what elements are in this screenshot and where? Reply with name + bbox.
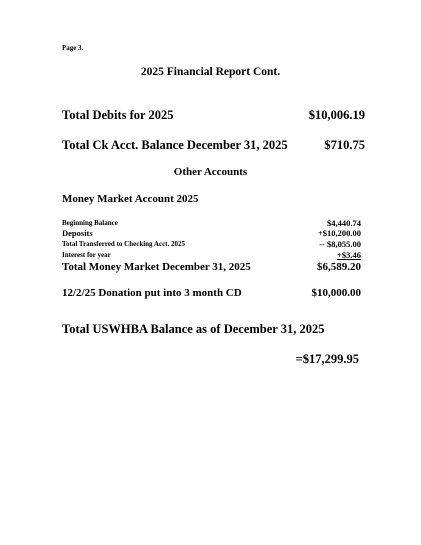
ck-balance-value: $710.75 — [324, 138, 365, 152]
uswhba-balance-value: =$17,299.95 — [295, 352, 359, 366]
page-title: 2025 Financial Report Cont. — [140, 66, 281, 78]
other-accounts-heading: Other Accounts — [173, 166, 248, 178]
money-market-total-label: Total Money Market December 31, 2025 — [62, 261, 251, 273]
cd-value: $10,000.00 — [311, 287, 361, 299]
money-market-heading: Money Market Account 2025 — [62, 193, 199, 205]
uswhba-balance-label: Total USWHBA Balance as of December 31, 2025 — [62, 322, 325, 336]
total-debits-label: Total Debits for 2025 — [62, 108, 174, 122]
beginning-balance-value: $4,440.74 — [327, 218, 361, 228]
deposits-value: +$10,200.00 — [317, 228, 361, 238]
total-debits-value: $10,006.19 — [308, 108, 365, 122]
beginning-balance-label: Beginning Balance — [62, 219, 118, 227]
interest-label: Interest for year — [62, 251, 111, 259]
transferred-value: -- $8,055.00 — [319, 239, 361, 249]
interest-value: +$3.46 — [337, 250, 361, 260]
deposits-label: Deposits — [62, 228, 93, 238]
page-number: Page 3. — [62, 44, 84, 52]
money-market-total-value: $6,589.20 — [317, 261, 361, 273]
cd-label: 12/2/25 Donation put into 3 month CD — [62, 287, 242, 299]
transferred-label: Total Transferred to Checking Acct. 2025 — [62, 240, 186, 248]
ck-balance-label: Total Ck Acct. Balance December 31, 2025 — [62, 138, 288, 152]
